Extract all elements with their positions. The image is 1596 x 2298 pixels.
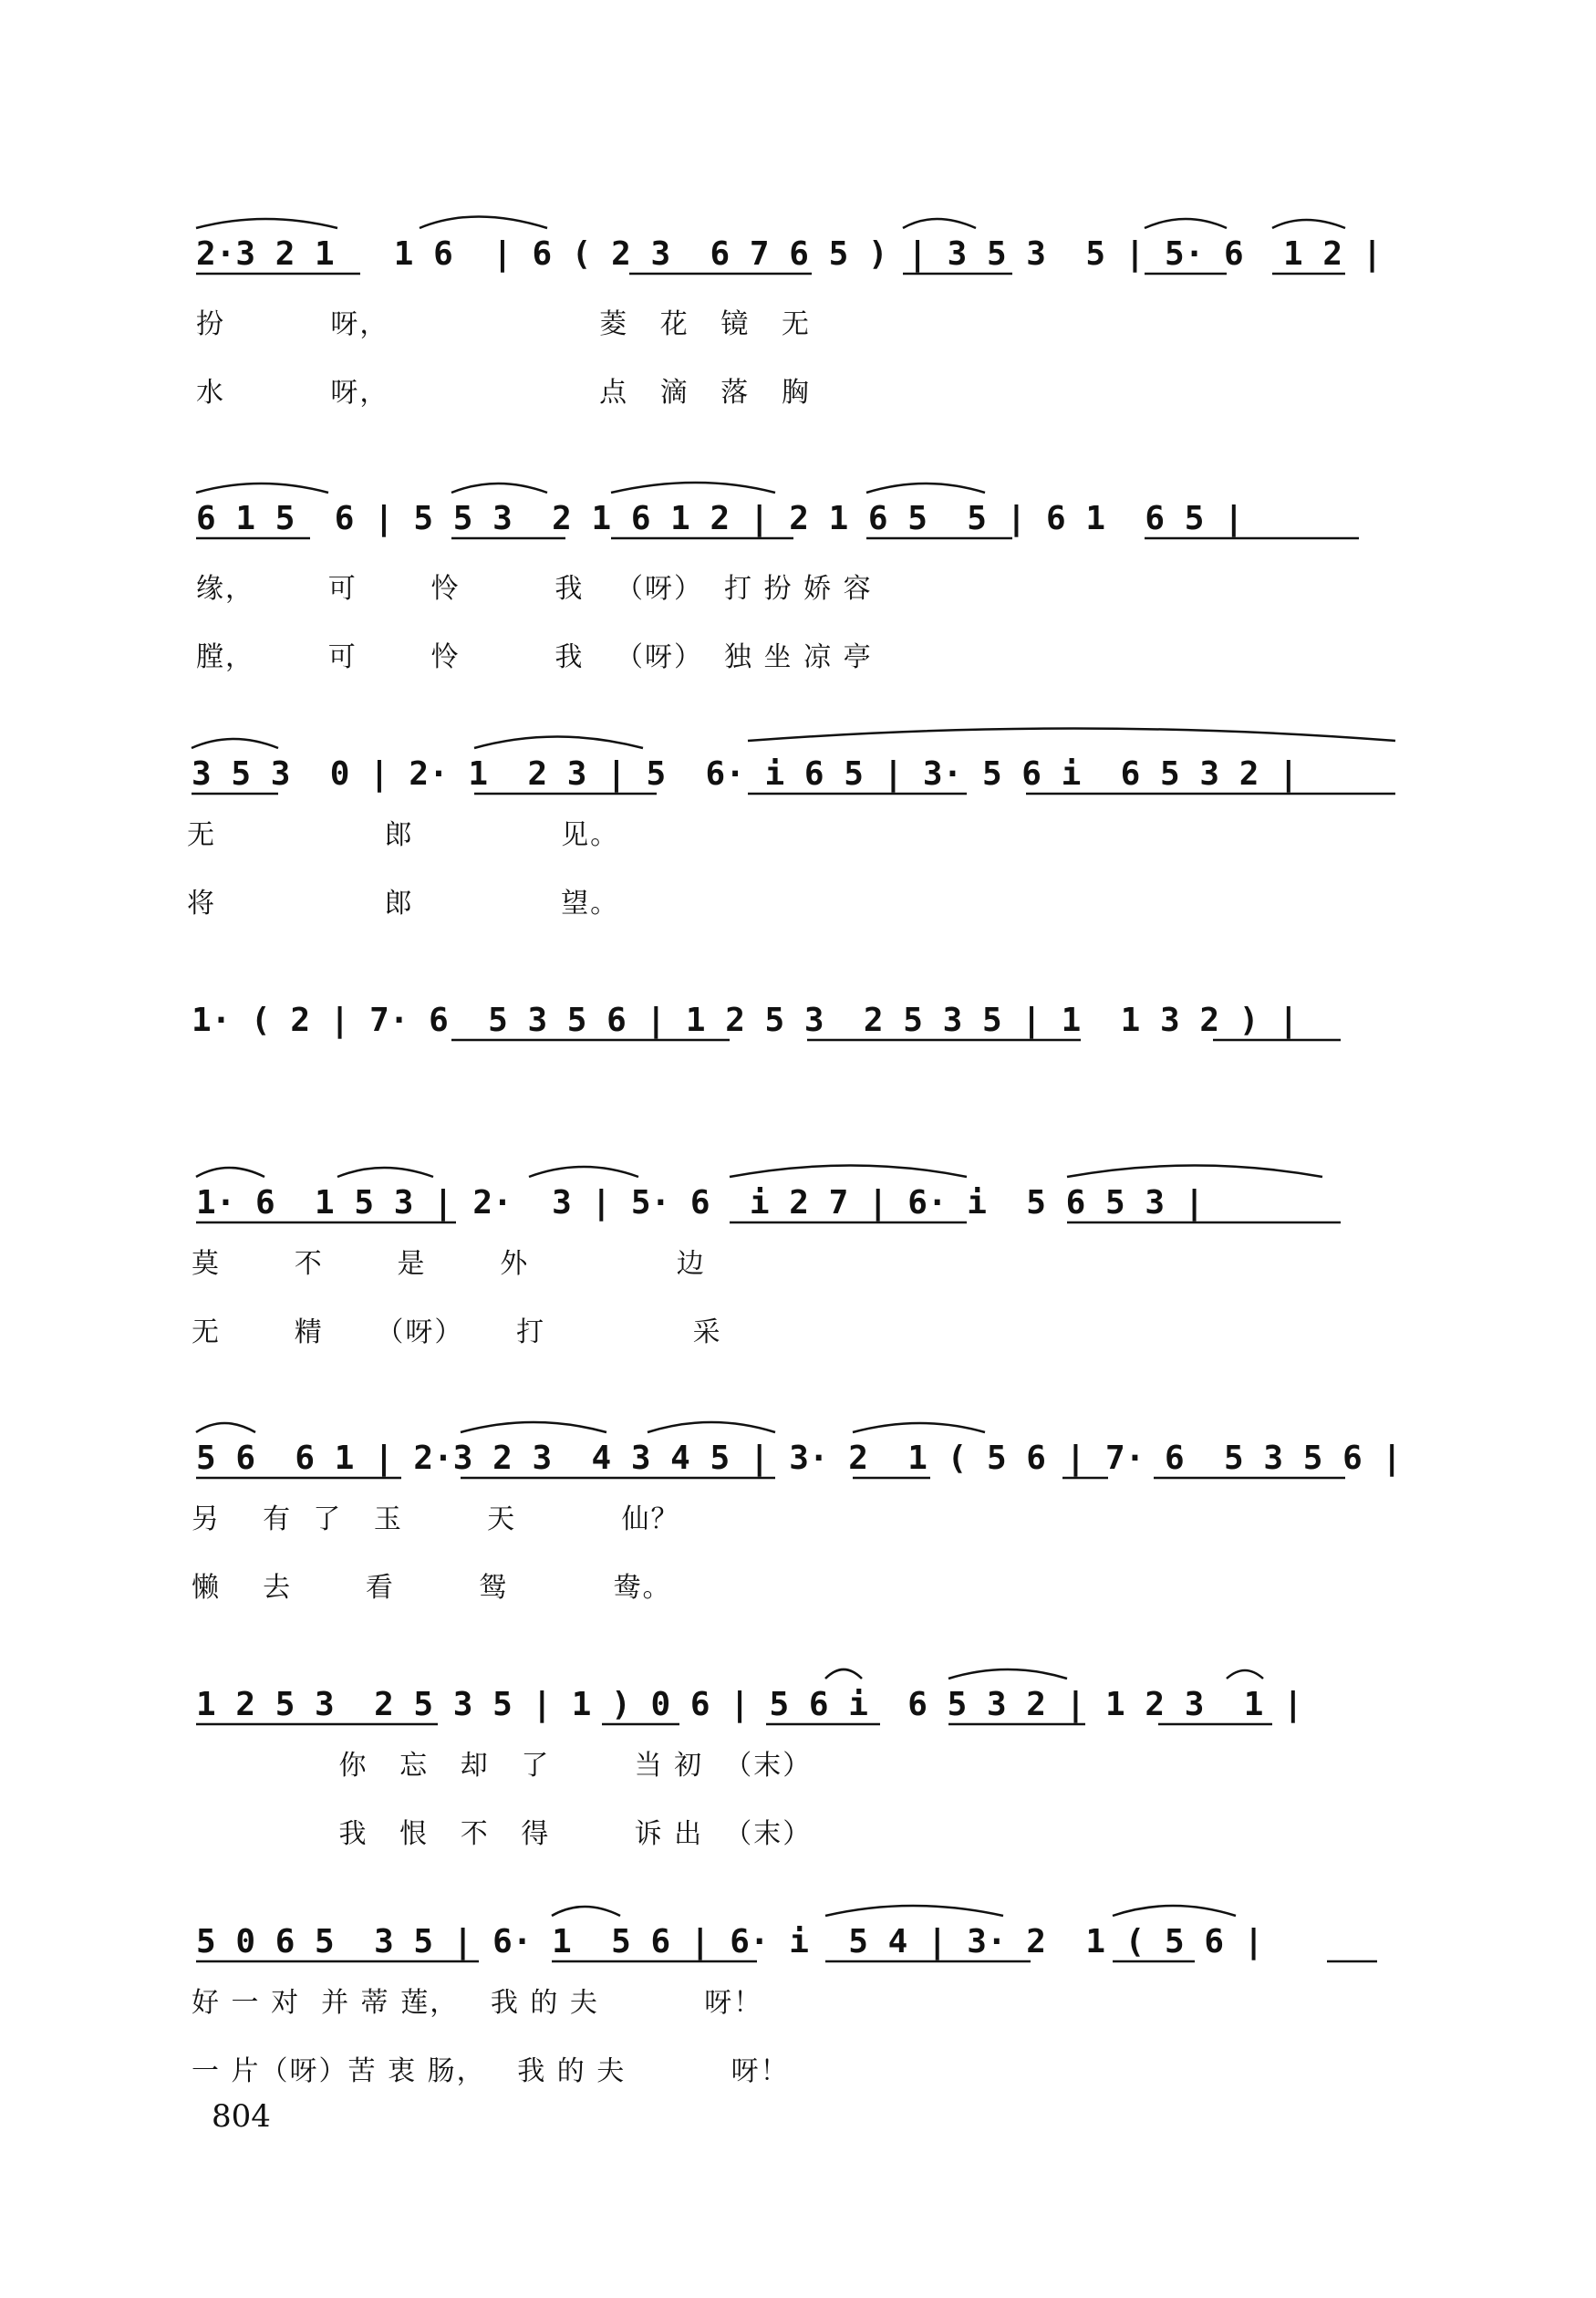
notation-text: 1· ( 2 | 7· 6 5 3 5 6 | 1 2 5 3 2 5 3 5 | 1 1 3 2 ) |	[192, 1002, 1299, 1039]
lyric-line-1: 扮 呀， 菱 花 镜 无	[196, 308, 811, 340]
lyric-line-2: 懒 去 看 鸳 鸯。	[192, 1572, 672, 1604]
lyric-line-2: 膛， 可 怜 我 （呀） 独 坐 凉 亭	[196, 641, 873, 673]
lyric-line-2: 无 精 （呀） 打 采	[192, 1316, 722, 1348]
notation-line	[0, 1651, 1596, 1733]
lyric-line-2: 将 郎 望。	[187, 888, 620, 920]
notation-text: 2·3 2 1 1 6 | 6 ( 2 3 6 7 6 5 ) | 3 5 3 5 | 5· 6 1 2 |	[196, 235, 1383, 273]
notation-marks	[0, 201, 1596, 283]
notation-line	[0, 1149, 1596, 1232]
lyric-line-2: 一 片（呀）苦 衷 肠， 我 的 夫 呀！	[192, 2055, 790, 2087]
page-number: 804	[212, 2098, 271, 2135]
notation-text: 6 1 5 6 | 5 5 3 2 1 6 1 2 | 2 1 6 5 5 | 6 1 6 5 |	[196, 500, 1244, 537]
notation-marks	[0, 1405, 1596, 1487]
notation-marks	[0, 721, 1596, 803]
notation-marks	[0, 967, 1596, 1049]
notation-line	[0, 1405, 1596, 1487]
lyric-line-1: 你 忘 却 了 当 初 （末）	[192, 1750, 813, 1782]
notation-text: 3 5 3 0 | 2· 1 2 3 | 5 6· i 6 5 | 3· 5 6 i 6 5 3 2 |	[192, 755, 1299, 793]
notation-line	[0, 201, 1596, 283]
notation-marks	[0, 1888, 1596, 1970]
lyric-line-1: 无 郎 见。	[187, 819, 620, 851]
notation-marks	[0, 1149, 1596, 1232]
lyric-line-1: 莫 不 是 外 边	[192, 1248, 706, 1280]
notation-text: 1· 6 1 5 3 | 2· 3 | 5· 6 i 2 7 | 6· i 5 6 5 3 |	[196, 1184, 1205, 1222]
lyric-line-2: 水 呀， 点 滴 落 胸	[196, 377, 811, 409]
lyric-line-1: 好 一 对 并 蒂 莲， 我 的 夫 呀！	[192, 1987, 763, 2019]
notation-marks	[0, 465, 1596, 547]
lyric-line-1: 缘， 可 怜 我 （呀） 打 扮 娇 容	[196, 573, 873, 605]
notation-line	[0, 967, 1596, 1049]
lyric-line-1: 另 有 了 玉 天 仙？	[192, 1503, 680, 1535]
notation-line	[0, 465, 1596, 547]
notation-text: 5 6 6 1 | 2·3 2 3 4 3 4 5 | 3· 2 1 ( 5 6 | 7· 6 5 3 5 6 |	[196, 1440, 1403, 1477]
notation-marks	[0, 1651, 1596, 1733]
notation-line	[0, 1888, 1596, 1970]
notation-line	[0, 721, 1596, 803]
notation-text: 1 2 5 3 2 5 3 5 | 1 ) 0 6 | 5 6 i 6 5 3 2 | 1 2 3 1 |	[196, 1686, 1303, 1723]
notation-text: 5 0 6 5 3 5 | 6· 1 5 6 | 6· i 5 4 | 3· 2 1 ( 5 6 |	[196, 1923, 1264, 1960]
lyric-line-2: 我 恨 不 得 诉 出 （末）	[192, 1818, 813, 1850]
